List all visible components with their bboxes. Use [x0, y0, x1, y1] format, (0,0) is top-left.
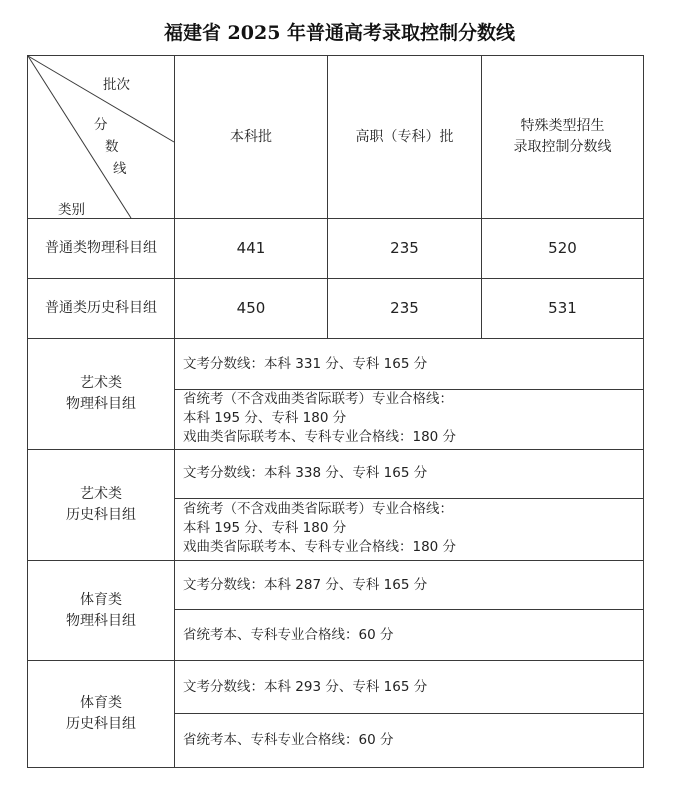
sports-physics-pro-line: 省统考本、专科专业合格线：60 分 — [183, 627, 394, 643]
arts-history-pro-line: 本科 195 分、专科 180 分 — [183, 520, 347, 536]
page-title: 福建省 2025 年普通高考录取控制分数线 — [163, 22, 516, 44]
category-line: 物理科目组 — [66, 612, 136, 629]
arts-physics-pro-line: 省统考（不含戏曲类省际联考）专业合格线： — [183, 391, 453, 407]
corner-batch-label: 批次 — [103, 77, 130, 93]
corner-category-label: 类别 — [58, 202, 85, 218]
row-history-special: 531 — [548, 299, 577, 317]
header-special — [482, 56, 643, 218]
row-physics-category: 普通类物理科目组 — [45, 240, 157, 256]
category-line: 艺术类 — [80, 486, 122, 502]
category-line: 历史科目组 — [66, 507, 136, 523]
arts-history-culture-line: 文考分数线：本科 338 分、专科 165 分 — [183, 465, 428, 481]
sports-history-pro-line: 省统考本、专科专业合格线：60 分 — [183, 732, 394, 748]
category-line: 体育类 — [80, 591, 122, 608]
corner-score-char: 数 — [105, 139, 119, 155]
arts-physics-culture-line: 文考分数线：本科 331 分、专科 165 分 — [183, 356, 428, 372]
row-history-vocational: 235 — [390, 299, 419, 317]
arts-history-category — [28, 450, 174, 560]
row-physics-special: 520 — [548, 239, 577, 257]
category-line: 艺术类 — [80, 375, 122, 391]
arts-physics-pro-line: 本科 195 分、专科 180 分 — [183, 410, 347, 426]
header-special-line2: 录取控制分数线 — [513, 139, 612, 155]
sports-physics-category — [28, 561, 174, 660]
row-physics-vocational: 235 — [390, 239, 419, 257]
row-physics-undergraduate: 441 — [236, 239, 266, 257]
sports-history-category — [28, 661, 174, 767]
corner-score-char: 线 — [113, 161, 127, 177]
arts-history-pro-line: 省统考（不含戏曲类省际联考）专业合格线： — [183, 501, 453, 517]
sports-history-culture-line: 文考分数线：本科 293 分、专科 165 分 — [183, 679, 428, 695]
row-history-category: 普通类历史科目组 — [45, 300, 157, 316]
arts-history-pro-line: 戏曲类省际联考本、专科专业合格线：180 分 — [183, 539, 457, 555]
arts-physics-pro-line: 戏曲类省际联考本、专科专业合格线：180 分 — [183, 429, 457, 445]
header-special-line1: 特殊类型招生 — [520, 118, 605, 134]
corner-score-char: 分 — [94, 117, 108, 133]
header-vocational: 高职（专科）批 — [355, 128, 454, 145]
row-history-undergraduate: 450 — [236, 299, 266, 317]
category-line: 物理科目组 — [66, 396, 136, 412]
category-line: 体育类 — [80, 695, 122, 711]
sports-physics-culture-line: 文考分数线：本科 287 分、专科 165 分 — [183, 577, 428, 593]
header-undergraduate: 本科批 — [230, 128, 272, 145]
arts-physics-category — [28, 339, 174, 449]
category-line: 历史科目组 — [66, 716, 136, 732]
